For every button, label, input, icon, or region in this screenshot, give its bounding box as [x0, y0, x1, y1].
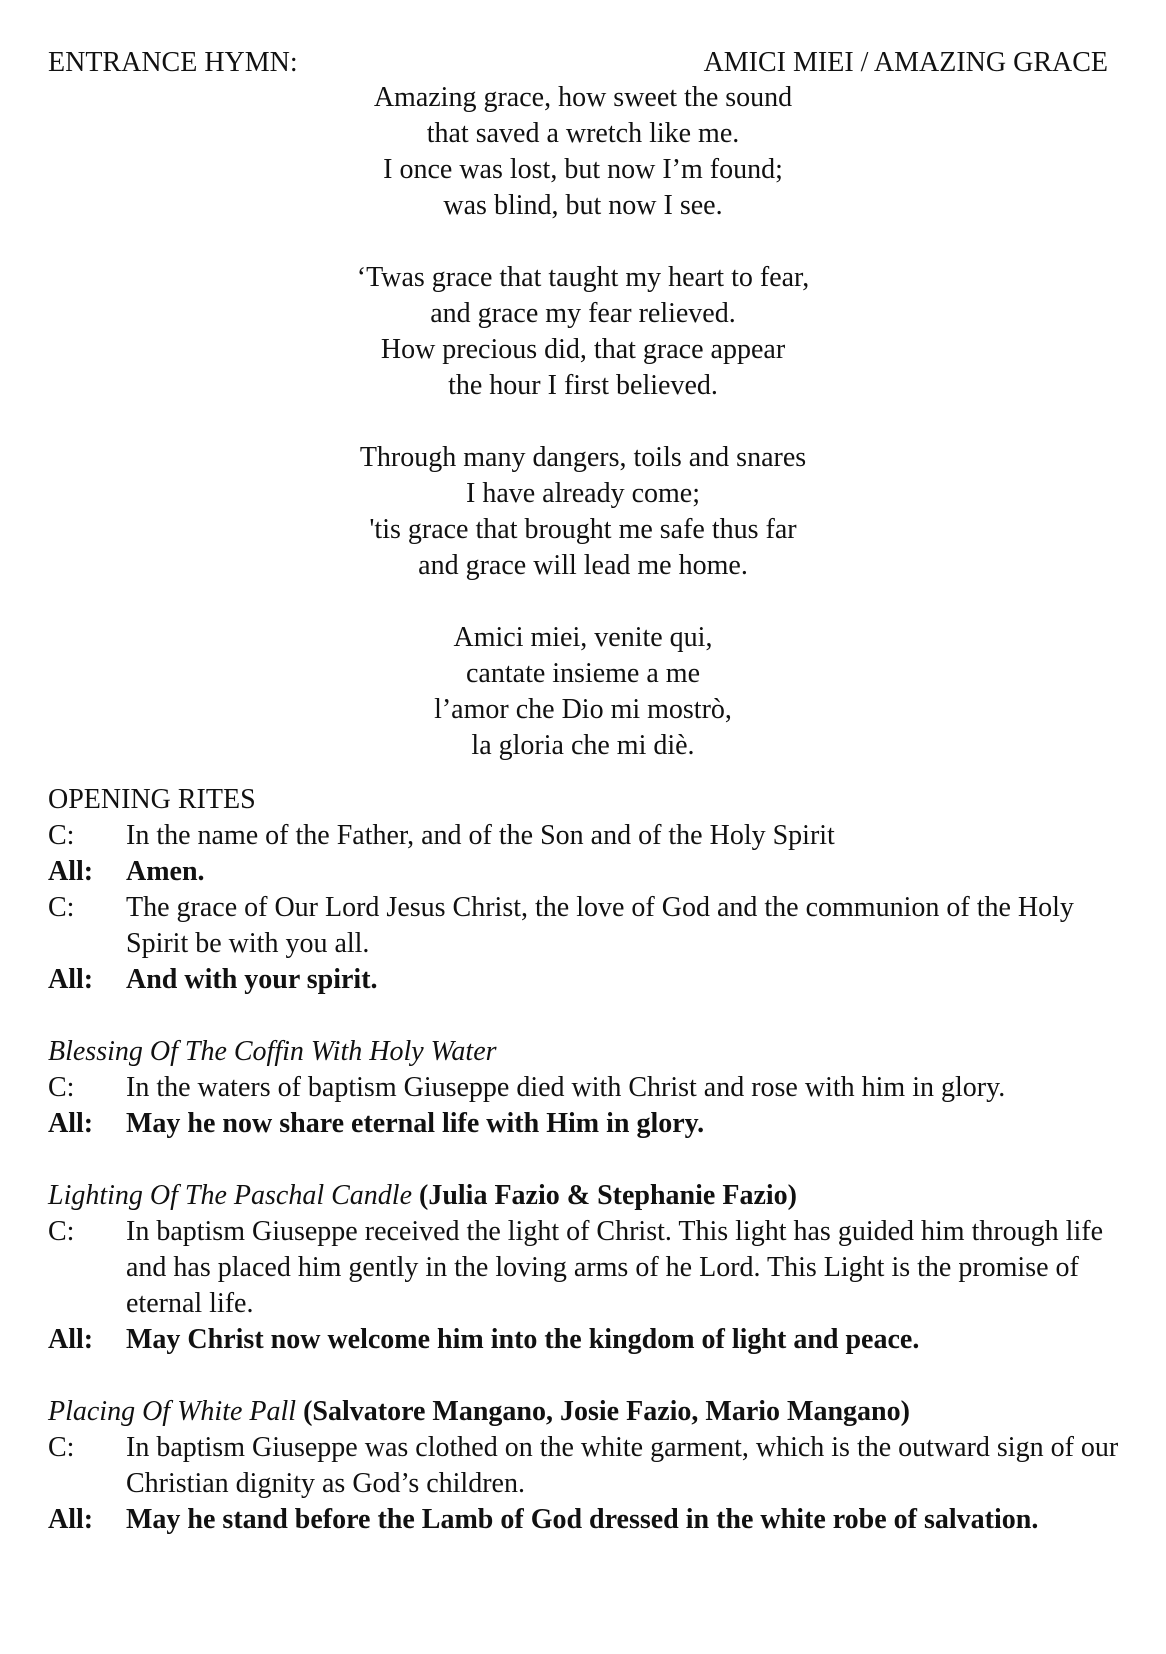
lyric-line: Amici miei, venite qui, [453, 622, 713, 653]
lyric-line: cantate insieme a me [466, 658, 700, 689]
opening-rites-section [48, 782, 1128, 998]
blessing-section [48, 1034, 1128, 1142]
rite-line [48, 854, 1128, 890]
rite-text: In baptism Giuseppe received the light of Christ. This light has guided him through life and has placed him gently in the loving arms of he Lord. This Light is the promise of eternal life. [126, 1216, 1103, 1319]
speaker-label: C: [48, 892, 75, 923]
lyric-line: Through many dangers, toils and snares [359, 442, 807, 473]
stanza-4 [0, 620, 1166, 764]
rite-line [48, 1106, 1128, 1142]
rite-text: The grace of Our Lord Jesus Christ, the love of God and the communion of the Holy Spirit be with you all. [126, 892, 1074, 959]
speaker-label: All: [48, 856, 94, 887]
stanza-3 [0, 440, 1166, 584]
speaker-label: C: [48, 820, 75, 851]
lyric-line: I have already come; [466, 478, 700, 509]
paschal-candle-title: Lighting Of The Paschal Candle [48, 1180, 412, 1211]
lyric-line: Amazing grace, how sweet the sound [373, 82, 793, 113]
speaker-label: All: [48, 964, 94, 995]
lyric-line: was blind, but now I see. [443, 190, 723, 221]
paschal-candle-section [48, 1178, 1128, 1358]
stanza-2 [0, 260, 1166, 404]
lyric-line: and grace will lead me home. [418, 550, 748, 581]
speaker-label: C: [48, 1216, 75, 1247]
rite-line [48, 1070, 1128, 1106]
rite-line [48, 1430, 1128, 1502]
lyric-line: How precious did, that grace appear [380, 334, 786, 365]
lyric-line: 'tis grace that brought me safe thus far [369, 514, 797, 545]
rite-text: In baptism Giuseppe was clothed on the white garment, which is the outward sign of our Christian dignity as God’s children. [126, 1432, 1119, 1499]
lyric-line: I once was lost, but now I’m found; [383, 154, 783, 185]
stanza-1 [0, 80, 1166, 224]
rite-text: In the name of the Father, and of the Son and of the Holy Spirit [126, 820, 835, 851]
rite-text: In the waters of baptism Giuseppe died with Christ and rose with him in glory. [126, 1072, 1006, 1103]
lyric-line: l’amor che Dio mi mostrò, [434, 694, 732, 725]
lyric-line: the hour I first believed. [448, 370, 718, 401]
white-pall-section [48, 1394, 1128, 1538]
rite-line [48, 818, 1128, 854]
entrance-hymn-label: ENTRANCE HYMN: [48, 47, 298, 78]
lyric-line: la gloria che mi diè. [471, 730, 695, 761]
speaker-label: C: [48, 1432, 75, 1463]
speaker-label: All: [48, 1108, 94, 1139]
white-pall-title: Placing Of White Pall [48, 1396, 297, 1427]
rite-response: May he stand before the Lamb of God dressed in the white robe of salvation. [126, 1504, 1039, 1535]
rite-line [48, 1214, 1128, 1322]
white-pall-heading [48, 1394, 1128, 1430]
paschal-candle-heading [48, 1178, 1128, 1214]
rite-response: May Christ now welcome him into the kingdom of light and peace. [126, 1324, 920, 1355]
rite-line [48, 962, 1128, 998]
opening-rites-title: OPENING RITES [48, 784, 256, 815]
rite-response: May he now share eternal life with Him in glory. [126, 1108, 705, 1139]
hymn-title: AMICI MIEI / AMAZING GRACE [703, 47, 1108, 78]
paschal-candle-people: (Julia Fazio & Stephanie Fazio) [419, 1180, 797, 1211]
rite-line [48, 890, 1128, 962]
lyric-line: ‘Twas grace that taught my heart to fear, [356, 262, 810, 293]
blessing-title: Blessing Of The Coffin With Holy Water [48, 1036, 497, 1067]
rite-line [48, 1502, 1128, 1538]
speaker-label: C: [48, 1072, 75, 1103]
speaker-label: All: [48, 1504, 94, 1535]
white-pall-people: (Salvatore Mangano, Josie Fazio, Mario Mangano) [303, 1396, 910, 1427]
rite-line [48, 1322, 1128, 1358]
lyric-line: and grace my fear relieved. [430, 298, 736, 329]
rite-response: And with your spirit. [126, 964, 378, 995]
hymn-lyrics [0, 80, 1166, 764]
lyric-line: that saved a wretch like me. [426, 118, 740, 149]
rite-response: Amen. [126, 856, 205, 887]
speaker-label: All: [48, 1324, 94, 1355]
rites-content [48, 782, 1128, 1574]
